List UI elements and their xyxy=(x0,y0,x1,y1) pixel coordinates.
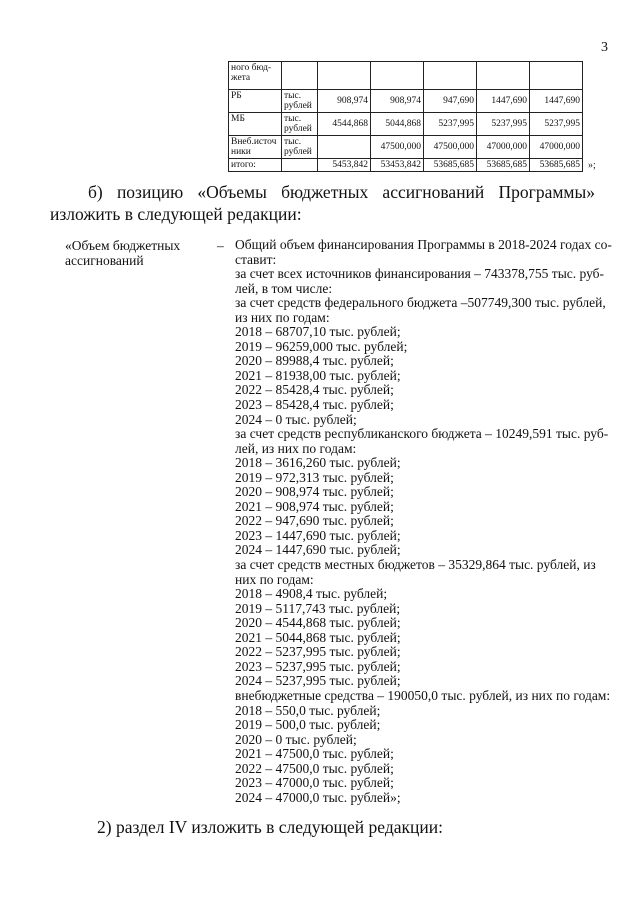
funding-line: 2018 – 68707,10 тыс. рублей; xyxy=(235,324,401,340)
funding-line: внебюджетные средства – 190050,0 тыс. рублей, из них по годам: xyxy=(235,687,611,703)
funding-line: 2023 – 1447,690 тыс. рублей; xyxy=(235,527,401,543)
table-value-cell: 5237,995 xyxy=(530,113,583,136)
table-value-cell: 1447,690 xyxy=(477,90,530,113)
funding-line: них по годам: xyxy=(235,571,314,587)
funding-line: ставит: xyxy=(235,251,277,267)
table-value-cell: 5453,842 xyxy=(318,159,371,172)
table-value-cell xyxy=(371,62,424,90)
table-unit-cell: тыс. рублей xyxy=(282,136,318,159)
table-row xyxy=(229,136,583,159)
table-value-cell: 47000,000 xyxy=(477,136,530,159)
funding-line: 2024 – 1447,690 тыс. рублей; xyxy=(235,542,401,558)
table-value-cell: 47000,000 xyxy=(530,136,583,159)
funding-line: 2019 – 972,313 тыс. рублей; xyxy=(235,469,394,485)
table-unit-cell xyxy=(282,62,318,90)
label-dash: – xyxy=(217,238,224,253)
funding-line: 2018 – 550,0 тыс. рублей; xyxy=(235,702,381,718)
funding-line: 2024 – 47000,0 тыс. рублей»; xyxy=(235,789,401,805)
funding-line: 2020 – 89988,4 тыс. рублей; xyxy=(235,353,394,369)
funding-line: 2024 – 5237,995 тыс. рублей; xyxy=(235,673,401,689)
funding-line: 2019 – 5117,743 тыс. рублей; xyxy=(235,600,401,616)
funding-line: 2021 – 908,974 тыс. рублей; xyxy=(235,498,394,514)
table-value-cell: 53685,685 xyxy=(424,159,477,172)
table-row xyxy=(229,113,583,136)
funding-line: 2018 – 4908,4 тыс. рублей; xyxy=(235,586,388,602)
funding-line: 2021 – 47500,0 тыс. рублей; xyxy=(235,746,394,762)
funding-line: 2020 – 0 тыс. рублей; xyxy=(235,731,357,747)
table-unit-cell: тыс. рублей xyxy=(282,113,318,136)
table-row-label: МБ xyxy=(229,113,282,136)
funding-line: за счет средств федерального бюджета –507749,300 тыс. рублей, xyxy=(235,295,606,311)
funding-line: 2022 – 947,690 тыс. рублей; xyxy=(235,513,394,529)
table-value-cell xyxy=(477,62,530,90)
funding-line: из них по годам: xyxy=(235,309,330,325)
table-value-cell xyxy=(318,62,371,90)
budget-allocations-label: «Объем бюджетных ассигнований xyxy=(65,238,181,268)
table-row-label: ного бюд-жета xyxy=(229,62,282,90)
table-value-cell: 908,974 xyxy=(371,90,424,113)
table-unit-cell: тыс. рублей xyxy=(282,90,318,113)
table-value-cell: 53453,842 xyxy=(371,159,424,172)
funding-line: 2023 – 5237,995 тыс. рублей; xyxy=(235,658,401,674)
funding-line: 2021 – 81938,00 тыс. рублей; xyxy=(235,367,401,383)
table-value-cell: 1447,690 xyxy=(530,90,583,113)
table-row xyxy=(229,62,583,90)
budget-table xyxy=(228,61,583,172)
table-value-cell: 947,690 xyxy=(424,90,477,113)
funding-line: 2024 – 0 тыс. рублей; xyxy=(235,411,357,427)
funding-details xyxy=(235,237,612,805)
table-value-cell: 4544,868 xyxy=(318,113,371,136)
clause-b-paragraph: б) позицию «Объемы бюджетных ассигнований Программы» изложить в следующей редакции: xyxy=(50,182,595,224)
table-value-cell: 908,974 xyxy=(318,90,371,113)
table-value-cell: 47500,000 xyxy=(424,136,477,159)
table-value-cell: 5044,868 xyxy=(371,113,424,136)
funding-line: Общий объем финансирования Программы в 2018-2024 годах со- xyxy=(235,237,612,252)
table-value-cell: 53685,685 xyxy=(530,159,583,172)
table-unit-cell xyxy=(282,159,318,172)
table-value-cell: 5237,995 xyxy=(424,113,477,136)
funding-line: 2023 – 85428,4 тыс. рублей; xyxy=(235,397,394,413)
funding-line: 2021 – 5044,868 тыс. рублей; xyxy=(235,629,401,645)
funding-line: 2022 – 85428,4 тыс. рублей; xyxy=(235,382,394,398)
table-value-cell xyxy=(530,62,583,90)
table-row-label: итого: xyxy=(229,159,282,172)
table-row-label: Внеб.источ ники xyxy=(229,136,282,159)
funding-line: за счет средств местных бюджетов – 35329,864 тыс. рублей, из xyxy=(235,557,596,573)
funding-line: 2019 – 96259,000 тыс. рублей; xyxy=(235,338,408,354)
funding-line: 2020 – 4544,868 тыс. рублей; xyxy=(235,615,401,631)
table-value-cell xyxy=(318,136,371,159)
table-value-cell: 53685,685 xyxy=(477,159,530,172)
funding-line: 2022 – 47500,0 тыс. рублей; xyxy=(235,760,394,776)
funding-line: 2020 – 908,974 тыс. рублей; xyxy=(235,484,394,500)
funding-line: за счет всех источников финансирования – 743378,755 тыс. руб- xyxy=(235,266,605,282)
funding-line: 2018 – 3616,260 тыс. рублей; xyxy=(235,455,401,471)
funding-line: лей, из них по годам: xyxy=(235,440,357,456)
funding-line: 2022 – 5237,995 тыс. рублей; xyxy=(235,644,401,660)
table-closing-quote: »; xyxy=(588,160,596,171)
funding-line: 2023 – 47000,0 тыс. рублей; xyxy=(235,775,394,791)
page-number: 3 xyxy=(601,40,608,55)
funding-line: лей, в том числе: xyxy=(235,280,333,296)
clause-2-paragraph: 2) раздел IV изложить в следующей редакции: xyxy=(97,817,443,837)
table-row xyxy=(229,90,583,113)
table-row xyxy=(229,159,583,172)
table-value-cell: 5237,995 xyxy=(477,113,530,136)
funding-line: за счет средств республиканского бюджета – 10249,591 тыс. руб- xyxy=(235,426,609,442)
table-row-label: РБ xyxy=(229,90,282,113)
funding-line: 2019 – 500,0 тыс. рублей; xyxy=(235,717,381,733)
table-value-cell xyxy=(424,62,477,90)
table-value-cell: 47500,000 xyxy=(371,136,424,159)
